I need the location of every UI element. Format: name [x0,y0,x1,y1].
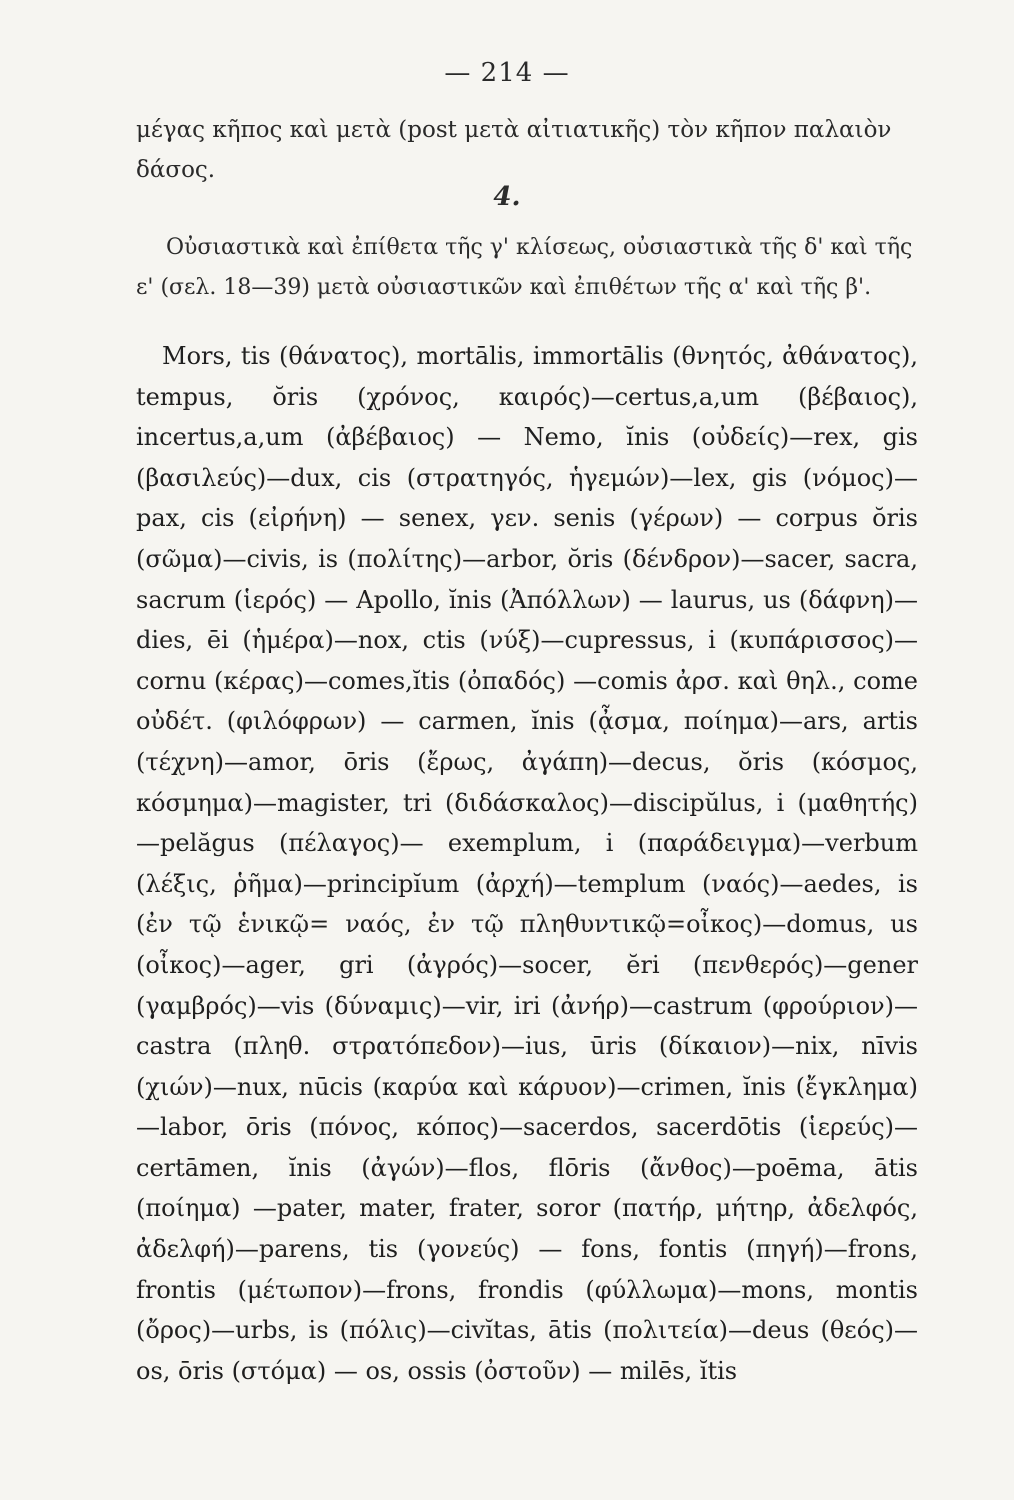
vocabulary-paragraph: Mors, tis (θάνατος), mortālis, immortālis (θνητός, ἀθάνατος), tempus, ŏris (χρόνος, καιρός)—certus,a,um (βέβαιος), incertus,a,um (ἀβέβαιος) — Nemo, ĭnis (οὐδείς)—rex, gis (βασιλεύς)—dux, cis (στρατηγός, ἡγεμών)—lex, gis (νόμος)— pax, cis (εἰρήνη) — senex, γεν. senis (γέρων) — corpus ŏris (σῶμα)—civis, is (πολίτης)—arbor, ŏris (δένδρον)—sacer, sacra, sacrum (ἱερός) — Apollo, ĭnis (Ἀπόλλων) — laurus, us (δάφνη)—dies, ēi (ἡμέρα)—nox, ctis (νύξ)—cupressus, i (κυπάρισσος)—cornu (κέρας)—comes,ĭtis (ὀπαδός) —comis ἀρσ. καὶ θηλ., come οὐδέτ. (φιλόφρων) — carmen, ĭnis (ᾆσμα, ποίημα)—ars, artis (τέχνη)—amor, ōris (ἔρως, ἀγάπη)—decus, ŏris (κόσμος, κόσμημα)—magister, tri (διδάσκαλος)—discipŭlus, i (μαθητής)—pelăgus (πέλαγος)— exemplum, i (παράδειγμα)—verbum (λέξις, ῥῆμα)—principĭum (ἀρχή)—templum (ναός)—aedes, is (ἐν τῷ ἑνικῷ= ναός, ἐν τῷ πληθυντικῷ=οἶκος)—domus, us (οἶκος)—ager, gri (ἀγρός)—socer, ĕri (πενθερός)—gener (γαμβρός)—vis (δύναμις)—vir, iri (ἀνήρ)—castrum (φρούριον)—castra (πληθ. στρατόπεδον)—ius, ūris (δίκαιον)—nix, nīvis (χιών)—nux, nūcis (καρύα καὶ κάρυον)—crimen, ĭnis (ἔγκλημα)—labor, ōris (πόνος, κόπος)—sacerdos, sacerdōtis (ἱερεύς)—certāmen, ĭnis (ἀγών)—flos, flōris (ἄνθος)—poēma, ātis (ποίημα) —pater, mater, frater, soror (πατήρ, μήτηρ, ἀδελφός, ἀδελφή)—parens, tis (γονεύς) — fons, fontis (πηγή)—frons, frontis (μέτωπον)—frons, frondis (φύλλωμα)—mons, montis (ὄρος)—urbs, is (πόλις)—civĭtas, ātis (πολιτεία)—deus (θεός)—os, ōris (στόμα) — os, ossis (ὀστοῦν) — milēs, ĭtis [136,342,918,1385]
section-number: 4. [493,182,521,212]
section-heading: Οὐσιαστικὰ καὶ ἐπίθετα τῆς γ' κλίσεως, οὐσιαστικὰ τῆς δ' καὶ τῆς ε' (σελ. 18—39) μετὰ οὐσιαστικῶν καὶ ἐπιθέτων τῆς α' καὶ τῆς β'. [136,235,913,300]
page-number: — 214 — [444,58,570,88]
carry-over-text: μέγας κῆπος καὶ μετὰ (post μετὰ αἰτιατικῆς) τὸν κῆπον παλαιὸν δάσος. [136,117,892,183]
